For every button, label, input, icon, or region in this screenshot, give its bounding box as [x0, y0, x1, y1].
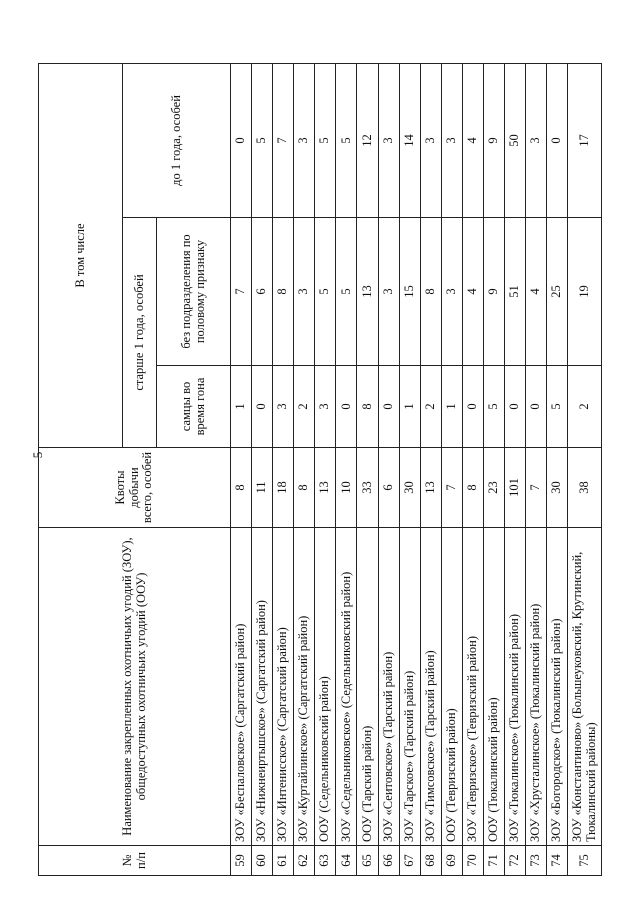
quota-under1: 5 [315, 63, 336, 217]
table-row [547, 63, 568, 875]
row-number: 63 [315, 846, 336, 876]
quota-males-rut: 0 [252, 366, 273, 448]
rotated-table-container [38, 64, 602, 876]
quota-total: 13 [420, 448, 441, 528]
quota-males-rut: 0 [462, 366, 483, 448]
row-number: 74 [547, 846, 568, 876]
quota-males-rut: 2 [420, 366, 441, 448]
quota-under1: 50 [505, 63, 526, 217]
quota-no-sex: 4 [526, 218, 547, 366]
quota-under1: 5 [252, 63, 273, 217]
table-row [441, 63, 462, 875]
quota-total: 101 [505, 448, 526, 528]
header-name: Наименование закрепленных охотничьих угодий (ЗОУ), общедоступных охотничьих угодий (ООУ) [39, 528, 231, 846]
table-row [378, 63, 399, 875]
hunting-ground-name: ЗОУ «Тимсовское» (Тарский район) [420, 528, 441, 846]
quota-no-sex: 4 [462, 218, 483, 366]
hunting-ground-name: ООУ (Тарский район) [357, 528, 378, 846]
header-total: Квоты добычи всего, особей [39, 448, 231, 528]
quota-no-sex: 5 [315, 218, 336, 366]
table-row [315, 63, 336, 875]
page-number: 5 [30, 451, 45, 459]
hunting-ground-name: ЗОУ «Сеитовское» (Тарский район) [378, 528, 399, 846]
quota-total: 33 [357, 448, 378, 528]
hunting-ground-name: ООУ (Тевризский район) [441, 528, 462, 846]
quota-males-rut: 1 [231, 366, 252, 448]
quota-total: 8 [294, 448, 315, 528]
hunting-ground-name: ЗОУ «Интенисское» (Саргатский район) [273, 528, 294, 846]
table-row [462, 63, 483, 875]
quota-no-sex: 9 [483, 218, 504, 366]
table-row [231, 63, 252, 875]
quota-total: 23 [483, 448, 504, 528]
quota-total: 6 [378, 448, 399, 528]
quota-no-sex: 3 [441, 218, 462, 366]
table-row [420, 63, 441, 875]
quota-under1: 14 [399, 63, 420, 217]
hunting-ground-name: ЗОУ «Нижнеиртышское» (Саргатский район) [252, 528, 273, 846]
hunting-ground-name: ЗОУ «Хрусталинское» (Тюкалинский район) [526, 528, 547, 846]
hunting-ground-name: ООУ (Седельниковский район) [315, 528, 336, 846]
quota-total: 10 [336, 448, 357, 528]
quota-no-sex: 19 [568, 218, 602, 366]
row-number: 59 [231, 846, 252, 876]
hunting-ground-name: ЗОУ «Константиново» (Большеуковский, Крутинский, Тюкалинский районы) [568, 528, 602, 846]
quota-males-rut: 0 [505, 366, 526, 448]
header-males-rut: самцы во время гона [157, 366, 231, 448]
header-num: № п/п [39, 846, 231, 876]
table-row [568, 63, 602, 875]
quota-under1: 7 [273, 63, 294, 217]
table-row [399, 63, 420, 875]
quota-under1: 3 [420, 63, 441, 217]
hunting-ground-name: ЗОУ «Куртайлинское» (Саргатский район) [294, 528, 315, 846]
row-number: 72 [505, 846, 526, 876]
row-number: 64 [336, 846, 357, 876]
quota-no-sex: 3 [294, 218, 315, 366]
row-number: 69 [441, 846, 462, 876]
quota-males-rut: 2 [294, 366, 315, 448]
quota-no-sex: 8 [420, 218, 441, 366]
table-row [357, 63, 378, 875]
quota-total: 7 [526, 448, 547, 528]
quota-under1: 17 [568, 63, 602, 217]
quota-table [38, 63, 602, 876]
quota-no-sex: 8 [273, 218, 294, 366]
table-row [526, 63, 547, 875]
row-number: 75 [568, 846, 602, 876]
hunting-ground-name: ЗОУ «Седельниковское» (Седельниковский район) [336, 528, 357, 846]
quota-males-rut: 2 [568, 366, 602, 448]
table-row [336, 63, 357, 875]
quota-no-sex: 7 [231, 218, 252, 366]
quota-under1: 9 [483, 63, 504, 217]
quota-no-sex: 51 [505, 218, 526, 366]
quota-total: 30 [547, 448, 568, 528]
quota-under1: 4 [462, 63, 483, 217]
quota-males-rut: 5 [547, 366, 568, 448]
quota-total: 7 [441, 448, 462, 528]
quota-males-rut: 1 [441, 366, 462, 448]
hunting-ground-name: ЗОУ «Беспаловское» (Саргатский район) [231, 528, 252, 846]
quota-under1: 0 [547, 63, 568, 217]
table-row [483, 63, 504, 875]
quota-no-sex: 25 [547, 218, 568, 366]
header-under1: до 1 года, особей [123, 63, 231, 217]
row-number: 66 [378, 846, 399, 876]
header-no-sex: без подразделения по половому признаку [157, 218, 231, 366]
table-row [273, 63, 294, 875]
quota-males-rut: 0 [526, 366, 547, 448]
table-row [252, 63, 273, 875]
quota-total: 38 [568, 448, 602, 528]
quota-total: 8 [231, 448, 252, 528]
table-row [505, 63, 526, 875]
quota-under1: 5 [336, 63, 357, 217]
quota-total: 11 [252, 448, 273, 528]
row-number: 65 [357, 846, 378, 876]
row-number: 67 [399, 846, 420, 876]
quota-no-sex: 6 [252, 218, 273, 366]
row-number: 71 [483, 846, 504, 876]
quota-under1: 3 [441, 63, 462, 217]
quota-total: 13 [315, 448, 336, 528]
row-number: 61 [273, 846, 294, 876]
header-including: В том числе [39, 63, 123, 447]
hunting-ground-name: ЗОУ «Тюкалинское» (Тюкалинский район) [505, 528, 526, 846]
row-number: 68 [420, 846, 441, 876]
quota-males-rut: 8 [357, 366, 378, 448]
header-older: старше 1 года, особей [123, 218, 157, 448]
quota-total: 8 [462, 448, 483, 528]
row-number: 73 [526, 846, 547, 876]
hunting-ground-name: ООУ (Тюкалинский район) [483, 528, 504, 846]
row-number: 70 [462, 846, 483, 876]
quota-under1: 12 [357, 63, 378, 217]
quota-total: 30 [399, 448, 420, 528]
row-number: 60 [252, 846, 273, 876]
quota-males-rut: 1 [399, 366, 420, 448]
quota-males-rut: 3 [315, 366, 336, 448]
hunting-ground-name: ЗОУ «Тарское» (Тарский район) [399, 528, 420, 846]
quota-no-sex: 3 [378, 218, 399, 366]
quota-under1: 0 [231, 63, 252, 217]
quota-males-rut: 0 [378, 366, 399, 448]
quota-males-rut: 3 [273, 366, 294, 448]
quota-males-rut: 5 [483, 366, 504, 448]
row-number: 62 [294, 846, 315, 876]
hunting-ground-name: ЗОУ «Богородское» (Тюкалинский район) [547, 528, 568, 846]
quota-males-rut: 0 [336, 366, 357, 448]
quota-under1: 3 [378, 63, 399, 217]
quota-no-sex: 5 [336, 218, 357, 366]
quota-no-sex: 15 [399, 218, 420, 366]
quota-under1: 3 [526, 63, 547, 217]
quota-no-sex: 13 [357, 218, 378, 366]
hunting-ground-name: ЗОУ «Тевризское» (Тевризский район) [462, 528, 483, 846]
table-row [294, 63, 315, 875]
quota-total: 18 [273, 448, 294, 528]
quota-under1: 3 [294, 63, 315, 217]
